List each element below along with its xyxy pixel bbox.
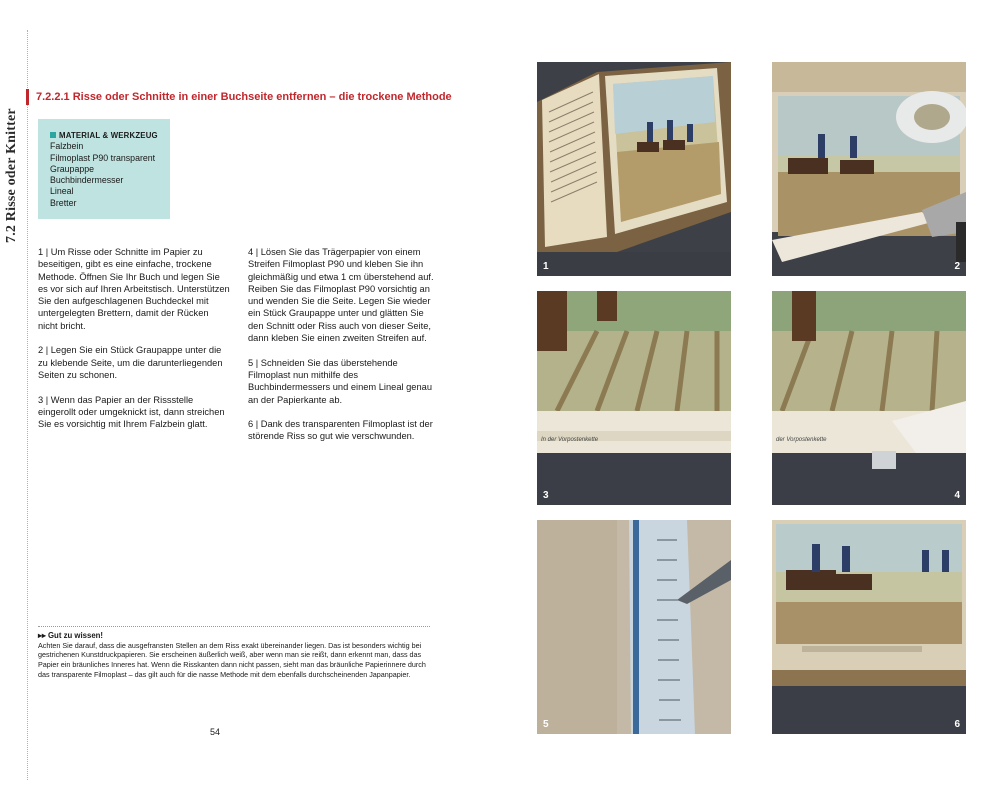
photo-5 xyxy=(537,520,731,734)
material-item: Falzbein xyxy=(50,141,84,152)
page-margin-dotted-line xyxy=(27,30,28,780)
instructions-column-right xyxy=(248,246,440,455)
photo-number: 1 xyxy=(543,261,549,272)
photo-number: 5 xyxy=(543,719,549,730)
step-1: 1 | Um Risse oder Schnitte im Papier zu beseitigen, gibt es eine einfache, trockene Methode. Öffnen Sie Ihr Buch und legen Sie es vor sich auf Ihren Arbeitstisch. Unterstützen Sie den aufgeschlagenen Buchdeckel mit untergelegten Brettern, damit der Rücken nicht bricht. xyxy=(38,247,230,331)
step-2: 2 | Legen Sie ein Stück Graupappe unter die zu klebende Seite, um die darunterliegenden Seiten zu schonen. xyxy=(38,345,223,380)
materials-title xyxy=(50,130,170,141)
step-6: 6 | Dank des transparenten Filmoplast ist der störende Riss so gut wie verschwunden. xyxy=(248,419,433,442)
photo-2 xyxy=(772,62,966,276)
photo-caption: In der Vorpostenkette xyxy=(541,437,599,443)
photo-number: 4 xyxy=(954,490,960,501)
page-number: 54 xyxy=(210,727,221,737)
tip-text: Achten Sie darauf, dass die ausgefransten Stellen an dem Riss exakt übereinander liegen. Das ist besonders wichtig bei gestrichenen Kunstdruckpapieren. Sie erscheinen äußerlich weiß, aber wenn man sie reißt, dann erkennt man, dass das Papier ein bräunliches Inneres hat. Wenn die Risskanten dann nicht passen, sieht man das bräunliche Papierinnere durch das transparente Filmoplast – das gilt auch für die nasse Methode mit dem ebenfalls durchscheinenden Japanpapier. xyxy=(38,640,426,679)
section-heading: 7.2.2.1 Risse oder Schnitte in einer Buchseite entfernen – die trockene Methode xyxy=(36,91,452,103)
photo-number: 6 xyxy=(954,719,960,730)
material-item: Graupappe xyxy=(50,163,95,174)
photo-1 xyxy=(537,62,731,276)
tip-box xyxy=(38,631,433,680)
photo-6 xyxy=(772,520,966,734)
material-item: Filmoplast P90 transparent xyxy=(50,152,156,163)
photo-number: 3 xyxy=(543,490,549,501)
step-5: 5 | Schneiden Sie das überstehende Filmoplast nun mithilfe des Buchbindermessers und einem Lineal genau an der Papierkante ab. xyxy=(248,357,432,405)
photo-caption: der Vorpostenkette xyxy=(776,437,827,443)
tip-divider xyxy=(38,626,430,627)
square-bullet-icon xyxy=(50,132,56,138)
photo-4 xyxy=(772,291,966,505)
material-item: Bretter xyxy=(50,197,77,208)
instructions-column-left xyxy=(38,246,230,443)
heading-accent-bar xyxy=(26,89,29,105)
step-4: 4 | Lösen Sie das Trägerpapier von einem Streifen Filmoplast P90 und kleben Sie ihn gleichmäßig und etwa 1 cm überstehend auf. Reiben Sie das Filmoplast P90 vorsichtig an und wenden Sie die Seite. Legen Sie wieder ein Stück Graupappe unter und glätten Sie den Schnitt oder Riss auch von dieser Seite, dann kleben Sie einen zweiten Streifen auf. xyxy=(248,247,434,344)
chapter-side-title: 7.2 Risse oder Knitter xyxy=(4,108,19,243)
material-item: Lineal xyxy=(50,186,74,197)
material-item: Buchbindermesser xyxy=(50,175,124,186)
tip-title: ▸▸ Gut zu wissen! xyxy=(38,631,104,640)
step-3: 3 | Wenn das Papier an der Rissstelle eingerollt oder umgeknickt ist, dann streichen Sie es vorsichtig mit Ihrem Falzbein glatt. xyxy=(38,394,225,430)
materials-box xyxy=(38,119,170,219)
materials-title-text: MATERIAL & WERKZEUG xyxy=(59,131,158,140)
photo-3 xyxy=(537,291,731,505)
photo-number: 2 xyxy=(954,261,960,272)
